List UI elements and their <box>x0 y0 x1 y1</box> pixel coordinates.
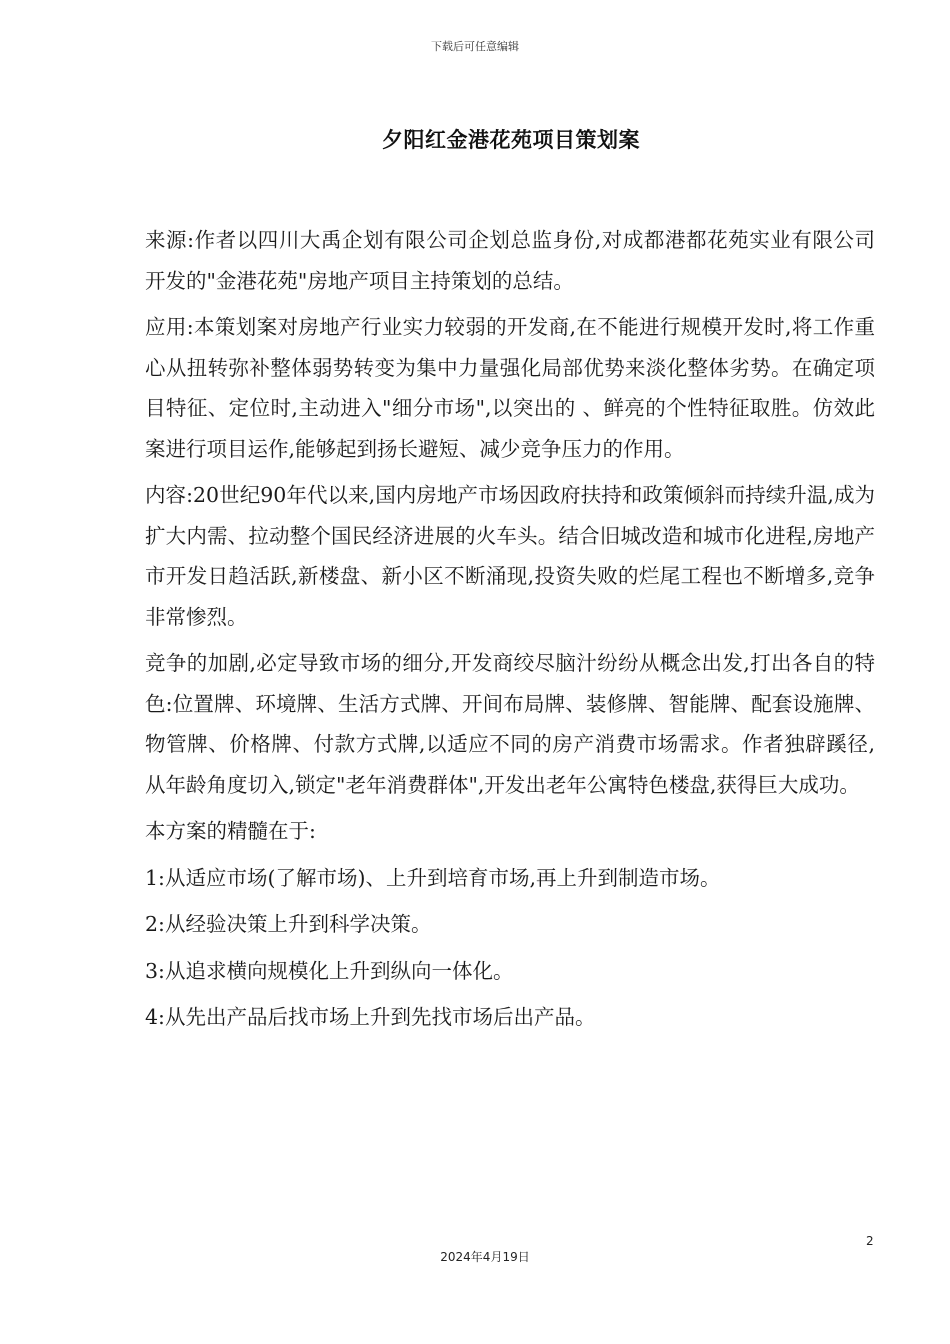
document-title: 夕阳红金港花苑项目策划案 <box>382 128 640 152</box>
list-item-1: 1:从适应市场(了解市场)、上升到培育市场,再上升到制造市场。 <box>145 865 721 890</box>
list-item-4: 4:从先出产品后找市场上升到先找市场后出产品。 <box>145 1005 596 1029</box>
paragraph-competition: 竞争的加剧,必定导致市场的细分,开发商绞尽脑汁纷纷从概念出发,打出各自的特色:位置牌、环境牌、生活方式牌、开间布局牌、装修牌、智能牌、配套设施牌、物管牌、价格牌、付款方式牌,以适应不同的房产消费市场需求。作者独辟蹊径,从年龄角度切入,锁定"老年消费群体",开发出老年公寓特色楼盘,获得巨大成功。 <box>145 651 875 797</box>
list-item-2: 2:从经验决策上升到科学决策。 <box>145 912 432 936</box>
document-body <box>145 220 875 1044</box>
list-item-3: 3:从追求横向规模化上升到纵向一体化。 <box>145 958 514 983</box>
header-note: 下载后可任意编辑 <box>431 40 519 53</box>
footer-date: 2024年4月19日 <box>440 1250 530 1264</box>
page-number: 2 <box>866 1234 874 1248</box>
paragraph-content: 内容:20世纪90年代以来,国内房地产市场因政府扶持和政策倾斜而持续升温,成为扩大内需、拉动整个国民经济进展的火车头。结合旧城改造和城市化进程,房地产市开发日趋活跃,新楼盘、新小区不断涌现,投资失败的烂尾工程也不断增多,竞争非常惨烈。 <box>145 483 875 629</box>
paragraph-application: 应用:本策划案对房地产行业实力较弱的开发商,在不能进行规模开发时,将工作重心从扭转弥补整体弱势转变为集中力量强化局部优势来淡化整体劣势。在确定项目特征、定位时,主动进入"细分市场",以突出的 、鲜亮的个性特征取胜。仿效此案进行项目运作,能够起到扬长避短、减少竞争压力的作用。 <box>145 315 875 461</box>
paragraph-source: 来源:作者以四川大禹企划有限公司企划总监身份,对成都港都花苑实业有限公司开发的"金港花苑"房地产项目主持策划的总结。 <box>145 228 875 293</box>
paragraph-essence-intro: 本方案的精髓在于: <box>145 819 316 843</box>
